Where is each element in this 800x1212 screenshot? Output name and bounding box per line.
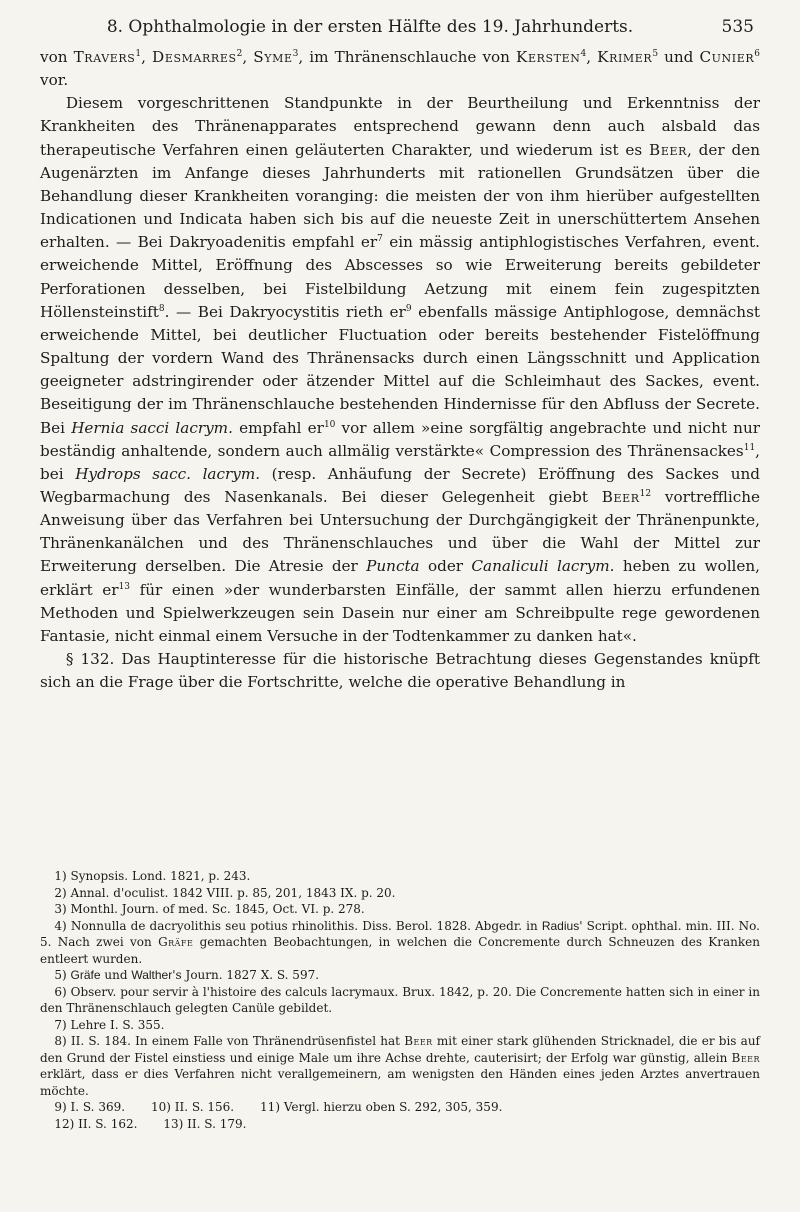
author-syme: Syme bbox=[253, 48, 293, 66]
footnote-ref-1[interactable]: 1 bbox=[135, 48, 142, 59]
footnote-ref-2[interactable]: 2 bbox=[236, 48, 243, 59]
footnote-13: 13) II. S. 179. bbox=[163, 1116, 247, 1131]
author-desmarres: Desmarres bbox=[152, 48, 237, 66]
footnote-1: 1) Synopsis. Lond. 1821, p. 243. bbox=[54, 869, 251, 883]
footnote-ref-9[interactable]: 9 bbox=[405, 303, 412, 314]
author-beer: Beer bbox=[404, 1034, 433, 1048]
running-title: 8. Ophthalmologie in der ersten Hälfte des 19. Jahrhunderts. bbox=[106, 17, 634, 37]
footnote-10: 10) II. S. 156. bbox=[151, 1100, 235, 1114]
footnote-6: 6) Observ. pour servir à l'histoire des calculs lacrymaux. Brux. 1842, p. 20. Die Concremente hatten sich in einer in den Thränenschlauch gelegten Canüle gebildet. bbox=[40, 984, 760, 1015]
footnote-row-12-13 bbox=[40, 1116, 760, 1133]
paragraph-2: Diesem vorgeschrittenen Standpunkte in der Beurtheilung und Erkenntniss der Krankheiten des Thränenapparates entsprechend gewann denn auch alsbald das therapeutische Verfahren einen geläuterten Charakter, und wiederum ist es Beer, der den Augenärzten im Anfange dieses Jahrhunderts mit rationellen Grundsätzen über die Behandlung dieser Krankheiten voranging: die meisten der von ihm hierüber aufgestellten Indicationen und Indicata haben sich bis auf die neueste Zeit in unerschüttertem Ansehen erhalten. — Bei Dakryoadenitis empfahl $er^7$ ein mässig antiphlogistisches Verfahren, event. erweichende Mittel, Eröffnung des Abscesses so wie Erweiterung bereits gebildeter Perforationen desselben, bei Fistelbildung Aetzung mit einem fein zugespitzten Höllensteinstift$^8$. — Bei Dakryocystitis rieth $er^9$ ebenfalls mässige Antiphlogose, demnächst erweichende Mittel, bei deutlicher Fluctuation oder bereits bestehender Fistelöffnung Spaltung der vordern Wand des Thränensacks durch einen Längsschnitt und Application geeigneter adstringirender oder ätzender Mittel auf die Schleimhaut des Sackes, event. Beseitigung der im Thränenschlauche bestehenden Hindernisse für den Abfluss der Secrete. Bei Hernia sacci lacrym. empfahl $er^{10}$ vor allem »eine sorgfältig angebrachte und nicht nur beständig anhaltende, sondern auch allmälig verstärkte« Compression des Thränensackes$^{11}$, bei Hydrops sacc. lacrym. (resp. Anhäufung der Secrete) Eröffnung des Sackes und Wegbarmachung des Nasenkanals. Bei dieser Gelegenheit giebt Beer$^{12}$ vortreffliche Anweisung über das Verfahren bei Untersuchung der Durchgängigkeit der Thränenpunkte, Thränenkanälchen und des Thränenschlauches und über die Wahl der Mittel zur Erweiterung derselben. Die Atresie der Puncta oder Canaliculi lacrym. heben zu wollen, erklärt $er^{13}$ für einen »der wunderbarsten Einfälle, der sammt allen hierzu erfundenen Methoden und Spielwerkzeugen sein Dasein nur einer am Schreibpulte rege gewordenen Fantasie, nicht einmal einem Versuche in der Todtenkammer zu danken hat«. bbox=[40, 94, 761, 645]
author-radius: Radius bbox=[541, 918, 580, 933]
author-graefe: Gräfe bbox=[70, 968, 101, 982]
term-hydrops: Hydrops sacc. lacrym. bbox=[75, 464, 261, 483]
footnote-ref-11[interactable]: 11 bbox=[743, 442, 756, 453]
footnote-9: 9) I. S. 369. bbox=[54, 1100, 126, 1114]
footnote-5: 5) Gräfe und Walther's Journ. 1827 X. S. 597. bbox=[54, 968, 320, 982]
author-walther: Walther bbox=[131, 968, 173, 982]
footnote-ref-13[interactable]: 13 bbox=[118, 581, 131, 592]
footnote-ref-3[interactable]: 3 bbox=[292, 48, 299, 59]
main-text bbox=[40, 46, 760, 694]
author-beer: Beer bbox=[731, 1050, 760, 1065]
footnote-7: 7) Lehre I. S. 355. bbox=[54, 1017, 165, 1032]
author-beer: Beer bbox=[601, 487, 640, 506]
paragraph-3: § 132. Das Hauptinteresse für die historische Betrachtung dieses Gegenstandes knüpft sich an die Frage über die Fortschritte, welche die operative Behandlung in bbox=[40, 650, 760, 692]
footnote-ref-4[interactable]: 4 bbox=[580, 48, 587, 59]
author-kersten: Kersten bbox=[516, 48, 581, 66]
author-cunier: Cunier bbox=[699, 48, 755, 66]
author-beer: Beer bbox=[649, 140, 687, 159]
footnote-ref-6[interactable]: 6 bbox=[754, 48, 761, 59]
footnote-11: 11) Vergl. hierzu oben S. 292, 305, 359. bbox=[260, 1100, 503, 1114]
author-graefe: Gräfe bbox=[158, 935, 194, 949]
term-puncta: Puncta bbox=[366, 557, 420, 576]
page-header bbox=[40, 12, 760, 42]
footnote-row-9-11 bbox=[40, 1099, 760, 1116]
page-number: 535 bbox=[721, 17, 754, 37]
footnote-ref-8[interactable]: 8 bbox=[158, 303, 165, 314]
footnote-ref-5[interactable]: 5 bbox=[652, 48, 659, 59]
footnotes bbox=[40, 868, 760, 1132]
term-hernia: Hernia sacci lacrym. bbox=[71, 418, 233, 437]
author-krimer: Krimer bbox=[597, 48, 653, 66]
footnote-12: 12) II. S. 162. bbox=[54, 1116, 138, 1131]
footnote-3: 3) Monthl. Journ. of med. Sc. 1845, Oct. VI. p. 278. bbox=[54, 902, 365, 916]
footnote-4: 4) Nonnulla de dacryolithis seu potius rhinolithis. Diss. Berol. 1828. Abgedr. in Radius' Script. ophthal. min. III. No. 5. Nach zwei von Gräfe gemachten Beobachtungen, in welchen die Concremente durch Schneuzen des Kranken entleert wurden. bbox=[40, 918, 760, 966]
footnote-ref-7[interactable]: 7 bbox=[377, 234, 383, 245]
footnote-ref-12[interactable]: 12 bbox=[639, 488, 652, 499]
term-canaliculi: Canaliculi lacrym. bbox=[471, 557, 615, 576]
footnote-8: 8) II. S. 184. In einem Falle von Thränendrüsenfistel hat Beer mit einer stark glühenden Stricknadel, die er bis auf den Grund der Fistel einstiess und einige Male um ihre Achse drehte, cauterisirt; der Erfolg war günstig, allein Beer erklärt, dass er dies Verfahren nicht verallgemeinern, am wenigsten den Händen eines jeden Arztes anvertrauen möchte. bbox=[40, 1034, 760, 1098]
footnote-ref-10[interactable]: 10 bbox=[323, 419, 336, 430]
author-travers: Travers bbox=[73, 48, 136, 66]
paragraph-1: von Travers$^1$, Desmarres$^2$, Syme$^3$, im Thränenschlauche von Kersten$^4$, Krimer$^5$ und Cunier$^6$ vor. bbox=[40, 48, 761, 90]
footnote-2: 2) Annal. d'oculist. 1842 VIII. p. 85, 201, 1843 IX. p. 20. bbox=[54, 885, 396, 900]
